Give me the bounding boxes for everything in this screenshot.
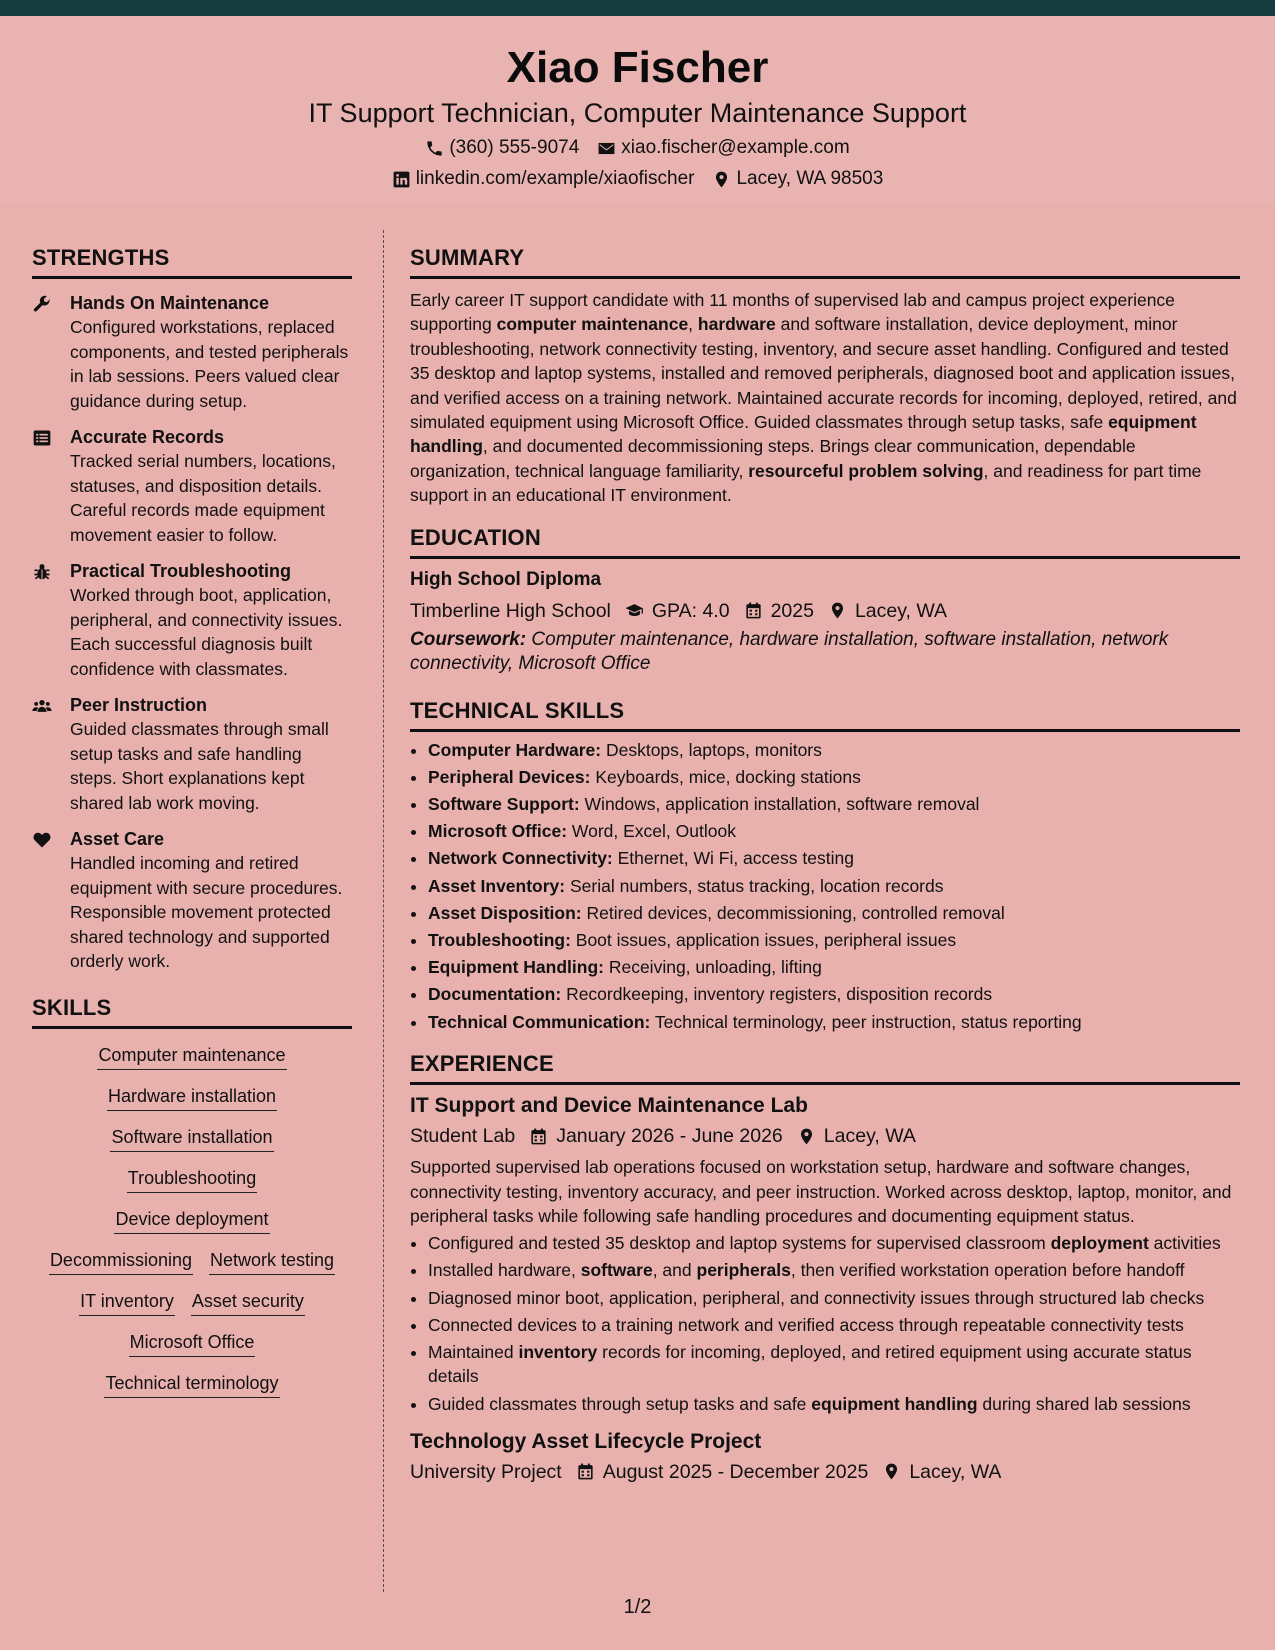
phone-icon <box>425 139 444 158</box>
column-divider <box>383 230 384 1592</box>
linkedin-item[interactable] <box>392 166 695 192</box>
job-description: Supported supervised lab operations focused on workstation setup, hardware and software changes, connectivity testing, inventory accuracy, and peer instruction. Worked across desktop, laptop, monitor, and peripheral tasks while following safe handling procedures and documenting equipment status. <box>410 1157 1232 1226</box>
job-bullet <box>428 1313 1240 1337</box>
skill-row <box>32 1208 352 1234</box>
strength-item <box>32 559 352 681</box>
strength-item <box>32 827 352 974</box>
technical-skill-item <box>428 874 1240 898</box>
skill-label: Peripheral Devices: <box>428 766 591 787</box>
skill-tag: Computer maintenance <box>97 1044 286 1070</box>
bold-text: hardware <box>697 314 776 335</box>
location-text: Lacey, WA 98503 <box>736 168 884 189</box>
job-dates: August 2025 - December 2025 <box>602 1460 869 1483</box>
skill-value: Technical terminology, peer instruction, status reporting <box>650 1011 1082 1032</box>
linkedin-icon <box>392 170 411 189</box>
coursework <box>410 628 1240 677</box>
bold-text: software <box>580 1260 653 1281</box>
skill-row <box>32 1085 352 1111</box>
strength-title: Hands On Maintenance <box>70 293 270 313</box>
strength-desc: Worked through boot, application, peripheral, and connectivity issues. Each successful diagnosis built confidence with classmates. <box>70 585 343 679</box>
skill-label: Asset Inventory: <box>428 875 566 896</box>
strength-item <box>32 291 352 413</box>
bold-text: peripherals <box>696 1260 791 1281</box>
graduation-cap-icon <box>625 601 644 620</box>
technical-skill-item <box>428 928 1240 952</box>
calendar-icon <box>576 1462 595 1481</box>
skill-tag: IT inventory <box>79 1290 175 1316</box>
text-run: activities <box>1148 1233 1221 1254</box>
text-run: , and documented decommissioning steps. Brings clear communication, dependable organization, technical language familiarity, <box>410 436 1136 481</box>
school-item <box>410 598 611 624</box>
strength-item <box>32 425 352 547</box>
skill-label: Troubleshooting: <box>428 930 571 951</box>
strength-title: Asset Care <box>70 829 165 849</box>
technical-skill-item <box>428 846 1240 870</box>
skill-label: Technical Communication: <box>428 1011 651 1032</box>
map-pin-icon <box>828 601 847 620</box>
text-run: Configured and tested 35 desktop and laptop systems for supervised classroom <box>428 1233 1051 1254</box>
bug-icon <box>32 562 52 582</box>
skill-value: Receiving, unloading, lifting <box>603 957 822 978</box>
top-bar <box>0 0 1275 16</box>
experience-heading: EXPERIENCE <box>410 1050 1240 1085</box>
technical-skill-item <box>428 765 1240 789</box>
technical-skill-item <box>428 738 1240 762</box>
skill-tag: Decommissioning <box>49 1249 193 1275</box>
map-pin-icon <box>882 1462 901 1481</box>
skill-value: Word, Excel, Outlook <box>567 821 736 842</box>
skill-row <box>32 1044 352 1070</box>
job-dates: January 2026 - June 2026 <box>556 1125 783 1148</box>
strength-desc: Handled incoming and retired equipment with secure procedures. Responsible movement protected shared technology and supported orderly work. <box>70 853 343 971</box>
skill-tag: Software installation <box>110 1126 273 1152</box>
technical-skills-list <box>410 738 1240 1034</box>
users-icon <box>32 696 52 716</box>
location-item <box>712 166 883 192</box>
email-text: xiao.fischer@example.com <box>621 137 850 158</box>
coursework-text: Computer maintenance, hardware installation, software installation, network connectivity, Microsoft Office <box>410 628 1169 675</box>
text-run: Guided classmates through setup tasks and safe <box>428 1393 812 1414</box>
text-run: , then verified workstation operation before handoff <box>790 1260 1185 1281</box>
text-run: records for incoming, deployed, and retired equipment using accurate status details <box>428 1341 1192 1387</box>
job-meta <box>410 1123 1240 1149</box>
skill-value: Retired devices, decommissioning, controlled removal <box>581 902 1005 923</box>
skill-row <box>32 1372 352 1398</box>
bold-text: equipment handling <box>410 412 1197 457</box>
text-run: Diagnosed minor boot, application, peripheral, and connectivity issues through structured lab checks <box>428 1287 1205 1308</box>
contact-line-1 <box>0 135 1275 161</box>
phone-text: (360) 555-9074 <box>449 137 580 158</box>
skill-tag: Technical terminology <box>104 1372 279 1398</box>
job-org: University Project <box>410 1460 562 1483</box>
skill-tag: Device deployment <box>114 1208 269 1234</box>
skill-row <box>32 1249 352 1275</box>
job-bullet <box>428 1286 1240 1310</box>
page-number: 1/2 <box>623 1596 652 1618</box>
gpa-text: GPA: 4.0 <box>651 599 730 622</box>
summary-text <box>410 288 1240 508</box>
education-heading: EDUCATION <box>410 524 1240 559</box>
phone-item <box>425 135 579 161</box>
technical-skill-item <box>428 982 1240 1006</box>
bold-text: equipment handling <box>811 1393 978 1414</box>
education-meta <box>410 598 1240 624</box>
job-meta <box>410 1459 1240 1485</box>
text-run: , <box>688 314 698 335</box>
text-run: during shared lab sessions <box>977 1393 1191 1414</box>
skill-tag: Microsoft Office <box>129 1331 256 1357</box>
skill-row <box>32 1167 352 1193</box>
bold-text: computer maintenance <box>496 314 689 335</box>
job-title: Technology Asset Lifecycle Project <box>410 1429 762 1453</box>
job-location-item <box>797 1123 916 1149</box>
technical-skill-item <box>428 955 1240 979</box>
skill-row <box>32 1331 352 1357</box>
job-location: Lacey, WA <box>823 1125 916 1148</box>
skill-value: Serial numbers, status tracking, location records <box>565 875 944 896</box>
right-column <box>410 244 1240 1485</box>
skill-tag: Asset security <box>191 1290 305 1316</box>
strength-desc: Configured workstations, replaced components, and tested peripherals in lab sessions. Peers valued clear guidance during setup. <box>70 317 349 411</box>
education-degree: High School Diploma <box>410 568 602 590</box>
job-bullet <box>428 1258 1240 1282</box>
strength-item <box>32 693 352 815</box>
bold-text: inventory <box>518 1341 598 1362</box>
job-org-item <box>410 1123 515 1149</box>
map-pin-icon <box>712 170 731 189</box>
technical-skill-item <box>428 792 1240 816</box>
edu-location-item <box>828 598 947 624</box>
job-bullet <box>428 1392 1240 1416</box>
candidate-title: IT Support Technician, Computer Maintenance Support <box>308 98 967 128</box>
text-run: , and readiness for part time support in an educational IT environment. <box>410 460 1202 506</box>
strength-desc: Tracked serial numbers, locations, statuses, and disposition details. Careful records made equipment movement easier to follow. <box>70 451 336 545</box>
strength-title: Practical Troubleshooting <box>70 561 292 581</box>
job-dates-item <box>576 1459 869 1485</box>
technical-skills-heading: TECHNICAL SKILLS <box>410 697 1240 732</box>
technical-skill-item <box>428 901 1240 925</box>
resume-header <box>0 16 1275 204</box>
text-run: Early career IT support candidate with 11 months of supervised lab and campus project experience supporting <box>410 290 1175 335</box>
year-item <box>744 598 814 624</box>
summary-heading: SUMMARY <box>410 244 1240 279</box>
text-run: , and <box>652 1260 697 1281</box>
skill-tag: Troubleshooting <box>127 1167 257 1193</box>
job-location: Lacey, WA <box>909 1460 1002 1483</box>
job-location-item <box>882 1459 1001 1485</box>
job-bullet <box>428 1340 1240 1389</box>
left-column <box>32 244 352 1398</box>
job-dates-item <box>529 1123 783 1149</box>
job-entry <box>410 1428 1240 1485</box>
text-run: and software installation, device deployment, minor troubleshooting, network connectivity testing, inventory, and secure asset handling. Configured and tested 35 desktop and laptop systems, installed and removed peripherals, diagnosed boot and application issues, and verified access on a training network. Maintained accurate records for incoming, deployed, retired, and simulated equipment using Microsoft Office. Guided classmates through setup tasks, safe <box>410 314 1237 433</box>
envelope-icon <box>597 139 616 158</box>
strength-title: Accurate Records <box>70 427 225 447</box>
strengths-heading: STRENGTHS <box>32 244 352 279</box>
year-text: 2025 <box>770 599 814 622</box>
skill-value: Keyboards, mice, docking stations <box>590 766 861 787</box>
skill-label: Microsoft Office: <box>428 821 568 842</box>
text-run: Installed hardware, <box>428 1260 581 1281</box>
bold-text: deployment <box>1050 1233 1149 1254</box>
edu-location-text: Lacey, WA <box>854 599 948 622</box>
job-org-item <box>410 1459 562 1485</box>
contact-line-2 <box>0 166 1275 192</box>
job-org: Student Lab <box>410 1125 516 1148</box>
bold-text: resourceful problem solving <box>748 460 984 481</box>
skill-value: Windows, application installation, software removal <box>579 794 980 815</box>
technical-skill-item <box>428 1010 1240 1034</box>
skill-label: Equipment Handling: <box>428 957 604 978</box>
skill-row <box>32 1290 352 1316</box>
map-pin-icon <box>797 1127 816 1146</box>
skill-value: Boot issues, application issues, peripheral issues <box>570 930 957 951</box>
text-run: Connected devices to a training network and verified access through repeatable connectivity tests <box>428 1314 1184 1335</box>
skills-heading: SKILLS <box>32 994 352 1029</box>
skill-label: Network Connectivity: <box>428 848 613 869</box>
email-item[interactable] <box>597 135 849 161</box>
job-bullet <box>428 1231 1240 1255</box>
technical-skill-item <box>428 819 1240 843</box>
heart-icon <box>32 830 52 850</box>
job-entry <box>410 1092 1240 1416</box>
job-title: IT Support and Device Maintenance Lab <box>410 1094 808 1118</box>
school-name: Timberline High School <box>410 599 611 622</box>
skill-value: Ethernet, Wi Fi, access testing <box>612 848 854 869</box>
skill-label: Computer Hardware: <box>428 739 602 760</box>
skill-label: Documentation: <box>428 984 562 1005</box>
skill-value: Recordkeeping, inventory registers, disposition records <box>561 984 993 1005</box>
gpa-item <box>625 598 730 624</box>
strength-desc: Guided classmates through small setup tasks and safe handling steps. Short explanations kept shared lab work moving. <box>70 719 329 813</box>
text-run: Maintained <box>428 1341 519 1362</box>
skill-label: Software Support: <box>428 794 580 815</box>
wrench-icon <box>32 294 52 314</box>
skill-tag: Hardware installation <box>107 1085 277 1111</box>
candidate-name: Xiao Fischer <box>506 43 769 92</box>
calendar-icon <box>529 1127 548 1146</box>
calendar-icon <box>744 601 763 620</box>
skill-label: Asset Disposition: <box>428 902 582 923</box>
strength-title: Peer Instruction <box>70 695 208 715</box>
skill-tag: Network testing <box>209 1249 335 1275</box>
skill-value: Desktops, laptops, monitors <box>601 739 822 760</box>
skill-row <box>32 1126 352 1152</box>
linkedin-text: linkedin.com/example/xiaofischer <box>415 168 695 189</box>
coursework-label: Coursework: <box>410 628 527 650</box>
skills-list <box>32 1044 352 1398</box>
list-icon <box>32 428 52 448</box>
job-bullets <box>410 1231 1240 1416</box>
